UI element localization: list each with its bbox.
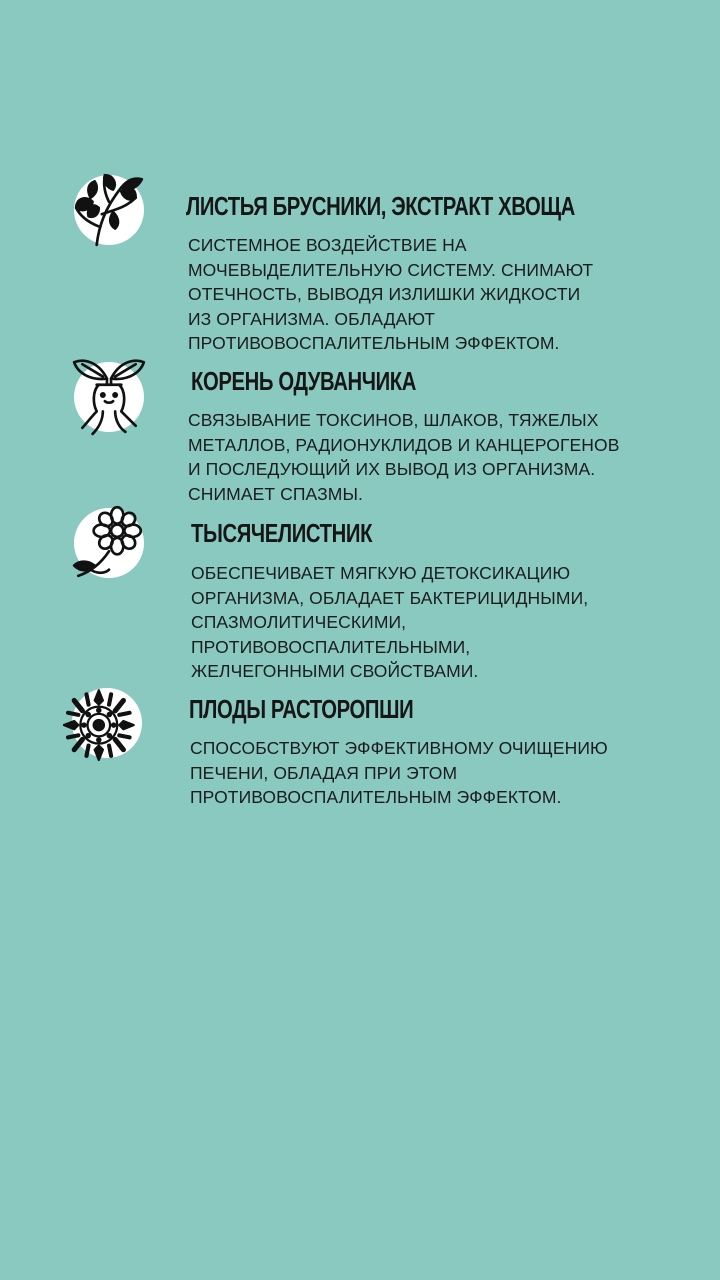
- ingredient-title: КОРЕНЬ ОДУВАНЧИКА: [191, 366, 417, 396]
- flower-icon: [74, 508, 144, 578]
- root-sprout-icon: [74, 362, 144, 432]
- ingredient-title: ПЛОДЫ РАСТОРОПШИ: [189, 694, 414, 724]
- ingredient-description: СИСТЕМНОЕ ВОЗДЕЙСТВИЕ НА МОЧЕВЫДЕЛИТЕЛЬНУЮ СИСТЕМУ. СНИМАЮТ ОТЕЧНОСТЬ, ВЫВОДЯ ИЗЛИШКИ ЖИДКОСТИ ИЗ ОРГАНИЗМА. ОБЛАДАЮТ ПРОТИВОВОСПАЛИТЕЛЬНЫМ ЭФФЕКТОМ.: [188, 235, 594, 353]
- ingredient-description: СПОСОБСТВУЮТ ЭФФЕКТИВНОМУ ОЧИЩЕНИЮ ПЕЧЕНИ, ОБЛАДАЯ ПРИ ЭТОМ ПРОТИВОВОСПАЛИТЕЛЬНЫМ ЭФФЕКТОМ.: [190, 738, 608, 807]
- leaf-branch-icon: [74, 175, 144, 245]
- ingredient-description: ОБЕСПЕЧИВАЕТ МЯГКУЮ ДЕТОКСИКАЦИЮ ОРГАНИЗМА, ОБЛАДАЕТ БАКТЕРИЦИДНЫМИ, СПАЗМОЛИТИЧЕСКИМИ, ПРОТИВОВОСПАЛИТЕЛЬНЫМИ, ЖЕЛЧЕГОННЫМИ СВОЙСТВАМИ.: [191, 563, 589, 681]
- ingredient-title: ЛИСТЬЯ БРУСНИКИ, ЭКСТРАКТ ХВОЩА: [186, 191, 575, 221]
- ingredient-description: СВЯЗЫВАНИЕ ТОКСИНОВ, ШЛАКОВ, ТЯЖЕЛЫХ МЕТАЛЛОВ, РАДИОНУКЛИДОВ И КАНЦЕРОГЕНОВ И ПОСЛЕДУЮЩИЙ ИХ ВЫВОД ИЗ ОРГАНИЗМА. СНИМАЕТ СПАЗМЫ.: [188, 410, 620, 504]
- ingredient-title: ТЫСЯЧЕЛИСТНИК: [191, 518, 373, 548]
- thistle-flower-icon: [72, 688, 142, 758]
